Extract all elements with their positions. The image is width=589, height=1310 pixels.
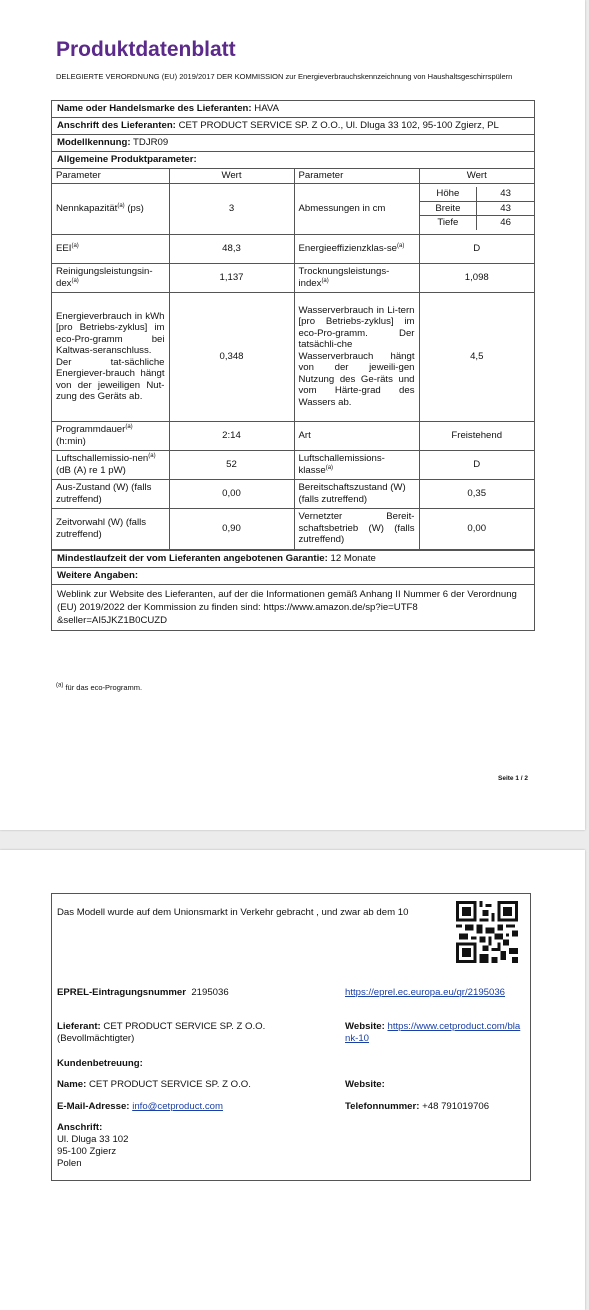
supplier-value: CET PRODUCT SERVICE SP. Z O.O. (Bevollmächtigter): [57, 1021, 266, 1044]
footnote: $^{(a)}$ für das eco-Programm.: [56, 682, 143, 692]
page-number: Seite 1 / 2: [498, 775, 528, 782]
off-label: Aus-Zustand (W) (falls zutreffend): [52, 479, 169, 508]
model-label: Modellkennung:: [57, 137, 131, 148]
header-value-2: Wert: [419, 169, 534, 183]
type-label: Art: [294, 421, 419, 450]
eeclass-label-cell: Energieeffizienzklas-$se^{(a)}$: [294, 234, 419, 263]
website-row: [345, 1021, 525, 1045]
email-label: E-Mail-Adresse:: [57, 1101, 130, 1112]
weblink-text: Weblink zur Website des Lieferanten, auf der die Informationen gemäß Anhang II Nummer 6 der Verordnung (EU) 2019/2022 der Kommission zu finden sind: https://www.amazon.de/sp?ie=UTF8 &seller=AI5JKZ1B0CUZD: [52, 584, 534, 630]
address-block: [57, 1122, 128, 1170]
capacity-label-cell: Nennkapazität$^{(a)}$ (ps): [52, 183, 169, 234]
address-line: Polen: [57, 1158, 82, 1169]
duration-value: 2:14: [169, 421, 294, 450]
website-label: Website:: [345, 1021, 385, 1032]
website2-label: Website:: [345, 1079, 385, 1090]
table-row: [52, 479, 534, 508]
capacity-value: 3: [169, 183, 294, 234]
supplier-info-box: [51, 893, 531, 1181]
address-label: Anschrift:: [57, 1122, 103, 1133]
name-value: CET PRODUCT SERVICE SP. Z O.O.: [89, 1079, 251, 1090]
noise-value: 52: [169, 450, 294, 479]
model-value: TDJR09: [133, 137, 169, 148]
eprel-link[interactable]: https://eprel.ec.europa.eu/qr/2195036: [345, 987, 506, 998]
table-row: [52, 508, 534, 549]
document-page-2: [0, 850, 585, 1310]
dims-label: Abmessungen in cm: [294, 183, 419, 234]
delay-label: Zeitvorwahl (W) (falls zutreffend): [52, 508, 169, 549]
water-value: 4,5: [419, 292, 534, 421]
qr-code-icon: [456, 901, 518, 963]
name-row: [57, 1079, 251, 1091]
table-row: [52, 183, 534, 234]
energy-value: 0,348: [169, 292, 294, 421]
parameters-table: [52, 169, 534, 550]
address-label: Anschrift des Lieferanten:: [57, 120, 176, 131]
noise-label-cell: Luftschallemissio-nen$^{(a)}$ (dB (A) re 1 pW): [52, 450, 169, 479]
water-label: Wasserverbrauch in Li-tern [pro Betriebs-zyklus] im eco-Pro-gramm. Der tatsächli-che Wasserverbrauch hängt von der jeweili-gen Nutzung des Ge-räts und vom Härte-grad des Wassers ab.: [294, 292, 419, 421]
model-row: [52, 134, 534, 151]
supplier-label: Name oder Handelsmarke des Lieferanten:: [57, 103, 252, 114]
dry-value: 1,098: [419, 263, 534, 292]
delay-value: 0,90: [169, 508, 294, 549]
dim-value-depth: 46: [500, 217, 511, 229]
supplier-row: [52, 101, 534, 117]
address-value: CET PRODUCT SERVICE SP. Z O.O., Ul. Dluga 33 102, 95-100 Zgierz, PL: [178, 120, 499, 131]
email-link[interactable]: info@cetproduct.com: [132, 1101, 223, 1112]
table-row: [52, 450, 534, 479]
general-params-label: Allgemeine Produktparameter:: [52, 151, 534, 168]
dim-value-height: 43: [477, 187, 534, 201]
warranty-label: Mindestlaufzeit der vom Lieferanten angebotenen Garantie:: [57, 552, 328, 564]
standby-value: 0,35: [419, 479, 534, 508]
clean-value: 1,137: [169, 263, 294, 292]
table-row: [52, 292, 534, 421]
warranty-row: [52, 550, 534, 567]
email-row: [57, 1101, 223, 1113]
energy-label: Energieverbrauch in kWh [pro Betriebs-zyklus] im eco-Pro-gramm bei Kaltwas-seranschluss. Der tat-sächliche Energiever-brauch hängt von der jeweiligen Nut-zung des Geräts ab.: [52, 292, 169, 421]
table-row: [52, 234, 534, 263]
dims-cell: [419, 183, 534, 234]
dim-label-height: Höhe: [420, 187, 477, 201]
table-header-row: [52, 169, 534, 183]
clean-label-cell: Reinigungsleistungsin-dex$^{(a)}$: [52, 263, 169, 292]
table-row: [52, 421, 534, 450]
network-label: Vernetzter Bereit-schaftsbetrieb (W) (falls zutreffend): [294, 508, 419, 549]
standby-label: Bereitschaftszustand (W) (falls zutreffend): [294, 479, 419, 508]
dim-value-width: 43: [477, 201, 534, 216]
address-line: 95-100 Zgierz: [57, 1146, 117, 1157]
noiseclass-label-cell: Luftschallemissions-klasse$^{(a)}$: [294, 450, 419, 479]
network-value: 0,00: [419, 508, 534, 549]
address-line: Ul. Dluga 33 102: [57, 1134, 129, 1145]
supplier-label: Lieferant:: [57, 1021, 101, 1032]
product-data-sheet: [51, 100, 535, 631]
eei-value: 48,3: [169, 234, 294, 263]
header-value: Wert: [169, 169, 294, 183]
phone-value: +48 791019706: [422, 1101, 490, 1112]
dry-label-cell: Trocknungsleistungs-index$^{(a)}$: [294, 263, 419, 292]
customer-service-label: Kundenbetreuung:: [57, 1058, 143, 1069]
eei-label-cell: EEI$^{(a)}$: [52, 234, 169, 263]
website-link[interactable]: https://www.cetproduct.com/blank-10: [345, 1021, 521, 1044]
eprel-label: EPREL-Eintragungsnummer: [57, 987, 186, 998]
off-value: 0,00: [169, 479, 294, 508]
header-parameter: Parameter: [52, 169, 169, 183]
supplier-row: [57, 1021, 339, 1045]
phone-row: [345, 1101, 489, 1113]
eeclass-value: D: [419, 234, 534, 263]
more-info-label: Weitere Angaben:: [52, 567, 534, 584]
supplier-value: HAVA: [254, 103, 279, 114]
warranty-value: 12 Monate: [330, 552, 376, 564]
dim-label-depth: Tiefe: [420, 216, 477, 230]
dim-label-width: Breite: [420, 201, 477, 216]
regulation-subtitle: DELEGIERTE VERORDNUNG (EU) 2019/2017 DER KOMMISSION zur Energieverbrauchskennzeichnung von Haushaltsgeschirrspülern: [56, 72, 513, 81]
header-parameter-2: Parameter: [294, 169, 419, 183]
phone-label: Telefonnummer:: [345, 1101, 420, 1112]
address-row: [52, 117, 534, 134]
name-label: Name:: [57, 1079, 87, 1090]
table-row: [52, 263, 534, 292]
page-title: Produktdatenblatt: [56, 38, 236, 61]
noiseclass-value: D: [419, 450, 534, 479]
eprel-row: [57, 987, 229, 999]
market-text: Das Modell wurde auf dem Unionsmarkt in Verkehr gebracht , und zwar ab dem 10: [57, 907, 409, 918]
duration-label-cell: Programmdauer$^{(a)}$ (h:min): [52, 421, 169, 450]
type-value: Freistehend: [419, 421, 534, 450]
eprel-value: 2195036: [191, 987, 229, 998]
dimensions-table: [420, 187, 535, 230]
